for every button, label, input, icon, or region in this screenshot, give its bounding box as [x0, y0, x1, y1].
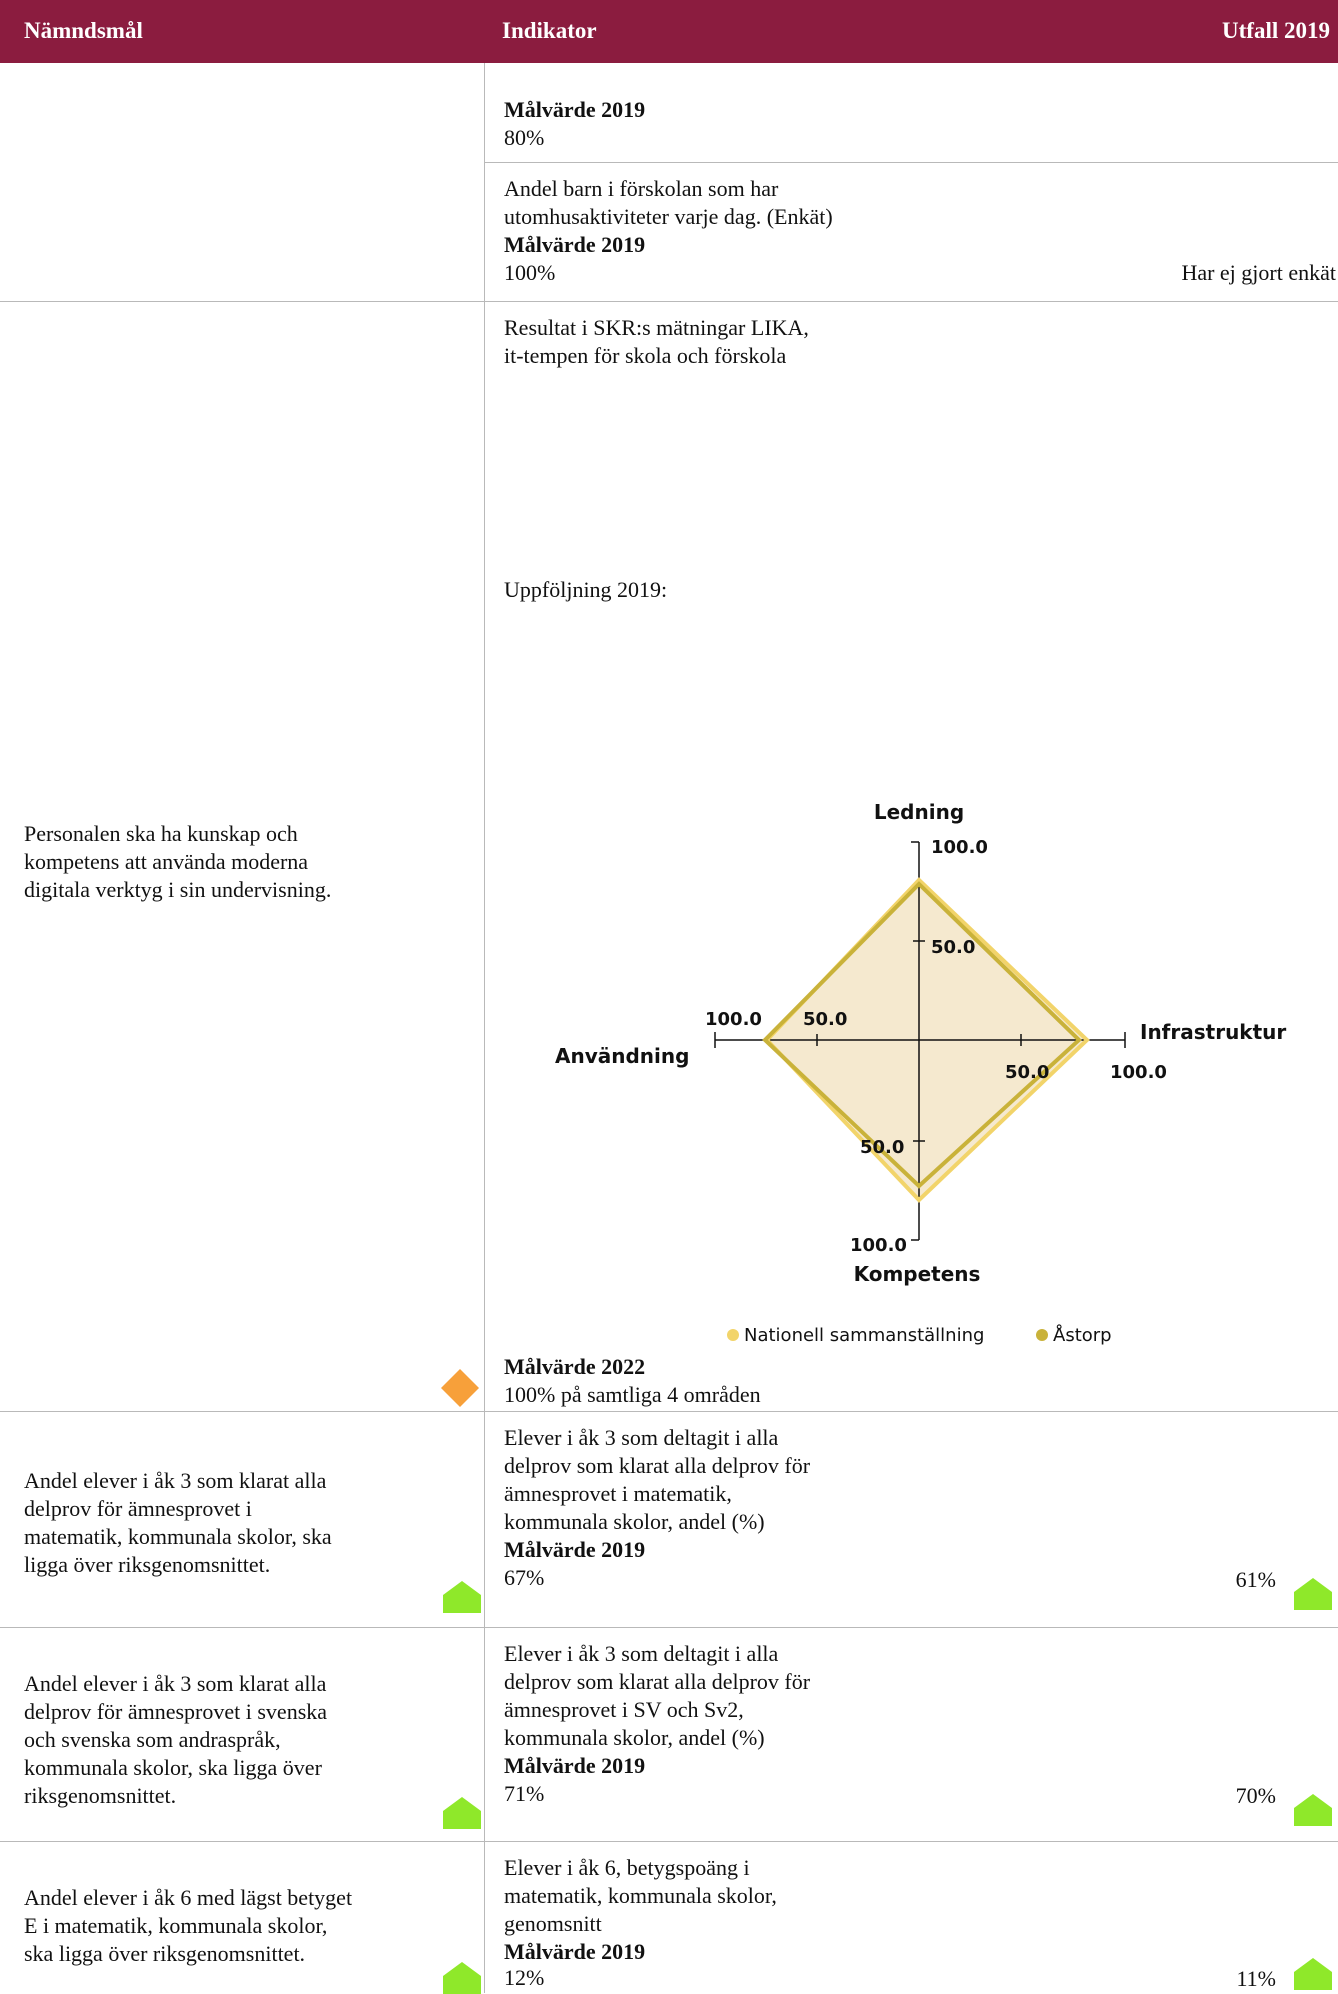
outcome-up-arrow-icon: [1294, 1958, 1332, 1990]
indicator-text: ämnesprovet i matematik,: [504, 1481, 732, 1506]
tick-label-top-max: 100.0: [931, 837, 988, 858]
row-divider: [0, 1411, 1338, 1412]
axis-label-infrastruktur: Infrastruktur: [1140, 1020, 1287, 1044]
outcome-text: Har ej gjort enkät: [1181, 260, 1336, 285]
target-label: Målvärde 2022: [504, 1354, 646, 1379]
axis-label-anvandning: Användning: [555, 1044, 690, 1068]
indicator-text: matematik, kommunala skolor,: [504, 1883, 777, 1908]
indicator-text: ämnesprovet i SV och Sv2,: [504, 1697, 744, 1722]
tick-label-top-50: 50.0: [931, 937, 976, 958]
tick-label-bottom-max: 100.0: [850, 1235, 907, 1256]
row-divider: [484, 162, 1338, 163]
legend-label-astorp: Åstorp: [1053, 1325, 1112, 1346]
target-label: Målvärde 2019: [504, 1537, 646, 1562]
indicator-text: Elever i åk 3 som deltagit i alla: [504, 1425, 779, 1450]
indicator-text: Elever i åk 3 som deltagit i alla: [504, 1641, 779, 1666]
column-divider: [484, 63, 485, 1993]
goal-text: digitala verktyg i sin undervisning.: [24, 877, 332, 902]
goal-text: och svenska som andraspråk,: [24, 1727, 281, 1752]
indicator-text: utomhusaktiviteter varje dag. (Enkät): [504, 204, 833, 229]
row-divider: [0, 1627, 1338, 1628]
outcome-value: 70%: [1235, 1783, 1276, 1808]
outcome-value: 61%: [1235, 1567, 1276, 1592]
row-divider: [0, 301, 1338, 302]
target-label: Målvärde 2019: [504, 1939, 646, 1964]
row-divider: [0, 1841, 1338, 1842]
goal-text: Andel elever i åk 3 som klarat alla: [24, 1671, 327, 1696]
indicator-text: kommunala skolor, andel (%): [504, 1509, 765, 1534]
tick-label-left-max: 100.0: [705, 1009, 762, 1030]
target-value: 71%: [504, 1781, 545, 1806]
target-value: 80%: [504, 125, 545, 150]
goal-text: Andel elever i åk 6 med lägst betyget: [24, 1885, 353, 1910]
indicator-text: kommunala skolor, andel (%): [504, 1725, 765, 1750]
target-value: 100%: [504, 260, 556, 285]
goal-text: delprov för ämnesprovet i: [24, 1496, 252, 1521]
goal-text: E i matematik, kommunala skolor,: [24, 1913, 328, 1938]
indicator-text: delprov som klarat alla delprov för: [504, 1669, 811, 1694]
outcome-up-arrow-icon: [1294, 1794, 1332, 1826]
goal-text: delprov för ämnesprovet i svenska: [24, 1699, 328, 1724]
indicator-text: Elever i åk 6, betygspoäng i: [504, 1855, 750, 1880]
indicator-text: delprov som klarat alla delprov för: [504, 1453, 811, 1478]
tick-label-left-50: 50.0: [803, 1009, 848, 1030]
header-utfall: Utfall 2019: [1222, 18, 1330, 43]
indicator-text: Resultat i SKR:s mätningar LIKA,: [504, 315, 809, 340]
target-label: Målvärde 2019: [504, 1753, 646, 1778]
header-indikator: Indikator: [502, 18, 597, 43]
target-value: 100% på samtliga 4 områden: [504, 1382, 761, 1407]
radar-chart: [540, 790, 1320, 1350]
status-diamond-icon: [440, 1368, 480, 1408]
chart-legend: [727, 1324, 1112, 1346]
status-up-arrow-icon: [443, 1581, 481, 1613]
tick-label-bottom-50: 50.0: [860, 1137, 905, 1158]
target-label: Målvärde 2019: [504, 97, 646, 122]
indicator-text: it-tempen för skola och förskola: [504, 343, 787, 368]
goal-text: Personalen ska ha kunskap och: [24, 821, 298, 846]
indicator-text: Andel barn i förskolan som har: [504, 176, 779, 201]
axis-label-kompetens: Kompetens: [853, 1262, 981, 1286]
legend-swatch-astorp: [1036, 1329, 1048, 1341]
header-namndsmal: Nämndsmål: [24, 18, 143, 43]
goal-text: Andel elever i åk 3 som klarat alla: [24, 1468, 327, 1493]
goal-text: ligga över riksgenomsnittet.: [24, 1552, 271, 1577]
tick-label-right-max: 100.0: [1110, 1062, 1167, 1083]
target-value: 12%: [504, 1965, 545, 1990]
followup-text: Uppföljning 2019:: [504, 577, 668, 602]
goal-text: kommunala skolor, ska ligga över: [24, 1755, 322, 1780]
radar-plot: [715, 842, 1125, 1240]
goal-text: riksgenomsnittet.: [24, 1783, 177, 1808]
axis-label-ledning: Ledning: [873, 800, 965, 824]
outcome-up-arrow-icon: [1294, 1578, 1332, 1610]
legend-swatch-nationell: [727, 1329, 739, 1341]
status-up-arrow-icon: [443, 1797, 481, 1829]
indicator-text: genomsnitt: [504, 1911, 602, 1936]
target-label: Målvärde 2019: [504, 232, 646, 257]
goal-text: matematik, kommunala skolor, ska: [24, 1524, 332, 1549]
outcome-value: 11%: [1236, 1966, 1276, 1991]
legend-label-nationell: Nationell sammanställning: [744, 1325, 985, 1346]
status-up-arrow-icon: [443, 1962, 481, 1994]
tick-label-right-50: 50.0: [1005, 1062, 1050, 1083]
target-value: 67%: [504, 1565, 545, 1590]
goal-text: ska ligga över riksgenomsnittet.: [24, 1941, 306, 1966]
table-header: [0, 0, 1338, 63]
goal-text: kompetens att använda moderna: [24, 849, 309, 874]
